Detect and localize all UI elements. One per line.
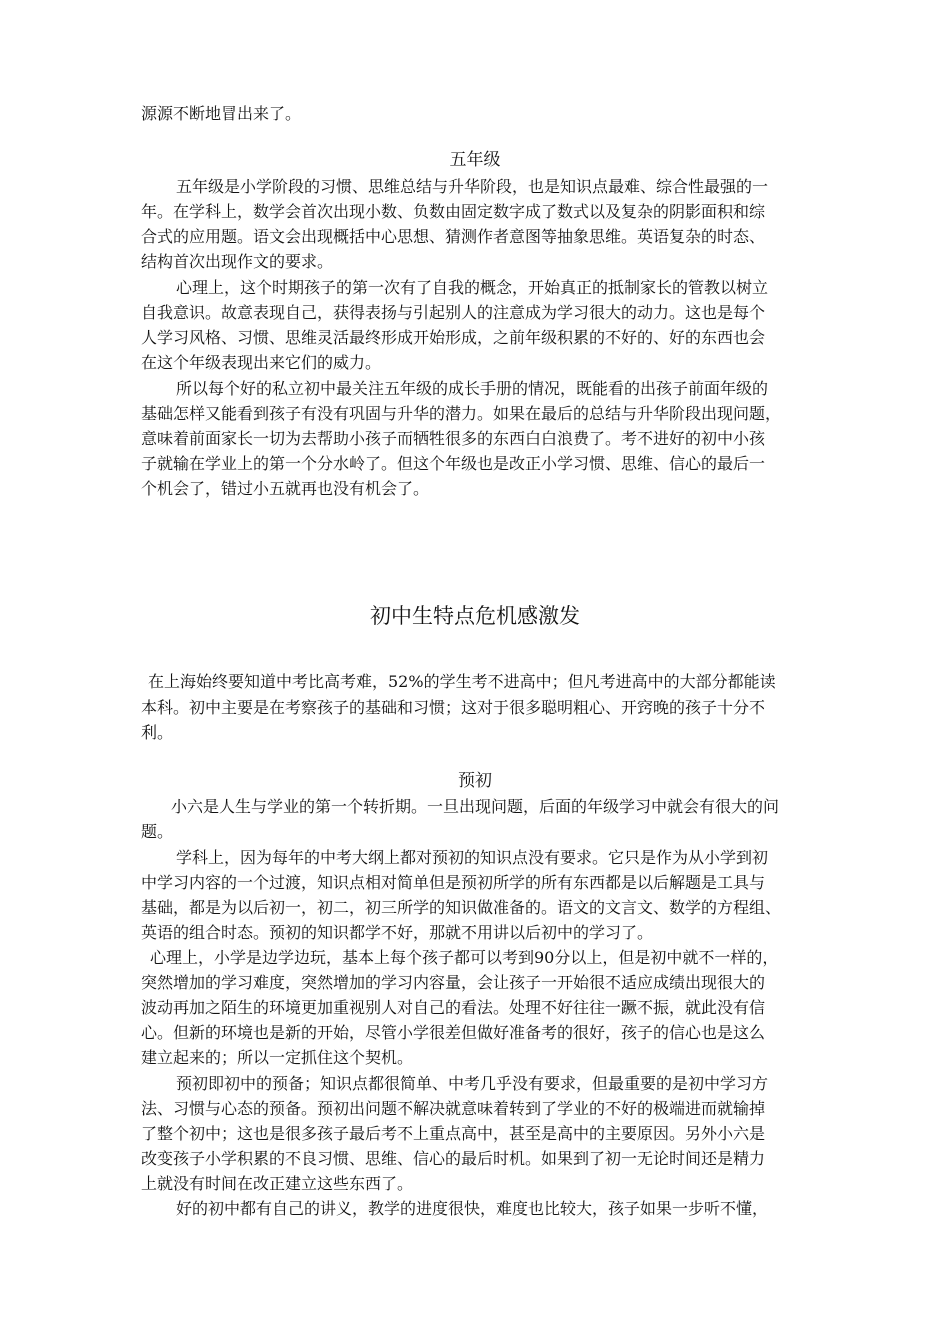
body-line: 意味着前面家长一切为去帮助小孩子而牺牲很多的东西白白浪费了。考不进好的初中小孩	[141, 429, 766, 448]
body-line: 法、习惯与心态的预备。预初出问题不解决就意味着转到了学业的不好的极端进而就输掉	[141, 1099, 766, 1118]
body-line: 上就没有时间在改正建立这些东西了。	[141, 1174, 414, 1193]
body-line: 英语的组合时态。预初的知识都学不好，那就不用讲以后初中的学习了。	[141, 923, 654, 942]
body-line: 好的初中都有自己的讲义，教学的进度很快，难度也比较大，孩子如果一步听不懂，	[176, 1199, 769, 1218]
section-heading-prep: 预初	[458, 771, 492, 791]
body-line: 年。在学科上，数学会首次出现小数、负数由固定数字成了数式以及复杂的阴影面积和综	[141, 202, 766, 221]
body-line: 学科上，因为每年的中考大纲上都对预初的知识点没有要求。它只是作为从小学到初	[176, 848, 769, 867]
body-line: 结构首次出现作文的要求。	[141, 252, 334, 271]
body-line: 预初即初中的预备；知识点都很简单、中考几乎没有要求，但最重要的是初中学习方	[176, 1074, 769, 1093]
body-line: 个机会了，错过小五就再也没有机会了。	[141, 479, 430, 498]
body-line: 中学习内容的一个过渡，知识点相对简单但是预初所学的所有东西都是以后解题是工具与	[141, 873, 766, 892]
body-line: 所以每个好的私立初中最关注五年级的成长手册的情况，既能看的出孩子前面年级的	[176, 379, 769, 398]
body-line: 建立起来的；所以一定抓住这个契机。	[141, 1048, 414, 1067]
body-line: 心理上，小学是边学边玩，基本上每个孩子都可以考到90分以上，但是初中就不一样的，	[150, 948, 779, 967]
body-line: 源源不断地冒出来了。	[141, 104, 302, 123]
body-line: 利。	[141, 723, 174, 742]
body-line: 在这个年级表现出来它们的威力。	[141, 353, 382, 372]
body-line: 波动再加之陌生的环境更加重视别人对自己的看法。处理不好往往一蹶不振，就此没有信	[141, 998, 766, 1017]
body-line: 了整个初中；这也是很多孩子最后考不上重点高中，甚至是高中的主要原因。另外小六是	[141, 1124, 766, 1143]
body-line: 基础怎样又能看到孩子有没有巩固与升华的潜力。如果在最后的总结与升华阶段出现问题，	[141, 404, 782, 423]
body-line: 五年级是小学阶段的习惯、思维总结与升华阶段，也是知识点最难、综合性最强的一	[176, 177, 769, 196]
body-line: 心。但新的环境也是新的开始，尽管小学很差但做好准备考的很好，孩子的信心也是这么	[141, 1023, 766, 1042]
body-line: 改变孩子小学积累的不良习惯、思维、信心的最后时机。如果到了初一无论时间还是精力	[141, 1149, 766, 1168]
body-line: 在上海始终要知道中考比高考难，52%的学生考不进高中；但凡考进高中的大部分都能读	[148, 672, 776, 691]
body-line: 突然增加的学习难度，突然增加的学习内容量，会让孩子一开始很不适应成绩出现很大的	[141, 973, 766, 992]
body-line: 心理上，这个时期孩子的第一次有了自我的概念，开始真正的抵制家长的管教以树立	[176, 278, 769, 297]
body-line: 人学习风格、习惯、思维灵活最终形成开始形成，之前年级积累的不好的、好的东西也会	[141, 328, 766, 347]
chapter-title: 初中生特点危机感激发	[370, 604, 580, 628]
body-line: 小六是人生与学业的第一个转折期。一旦出现问题，后面的年级学习中就会有很大的问	[171, 797, 780, 816]
body-line: 基础，都是为以后初一，初二，初三所学的知识做准备的。语文的文言文、数学的方程组、	[141, 898, 782, 917]
body-line: 题。	[141, 822, 174, 841]
body-line: 自我意识。故意表现自己，获得表扬与引起别人的注意成为学习很大的动力。这也是每个	[141, 303, 766, 322]
section-heading-grade5: 五年级	[449, 150, 501, 170]
body-line: 合式的应用题。语文会出现概括中心思想、猜测作者意图等抽象思维。英语复杂的时态、	[141, 227, 766, 246]
body-line: 子就输在学业上的第一个分水岭了。但这个年级也是改正小学习惯、思维、信心的最后一	[141, 454, 766, 473]
body-line: 本科。初中主要是在考察孩子的基础和习惯；这对于很多聪明粗心、开窍晚的孩子十分不	[141, 698, 766, 717]
